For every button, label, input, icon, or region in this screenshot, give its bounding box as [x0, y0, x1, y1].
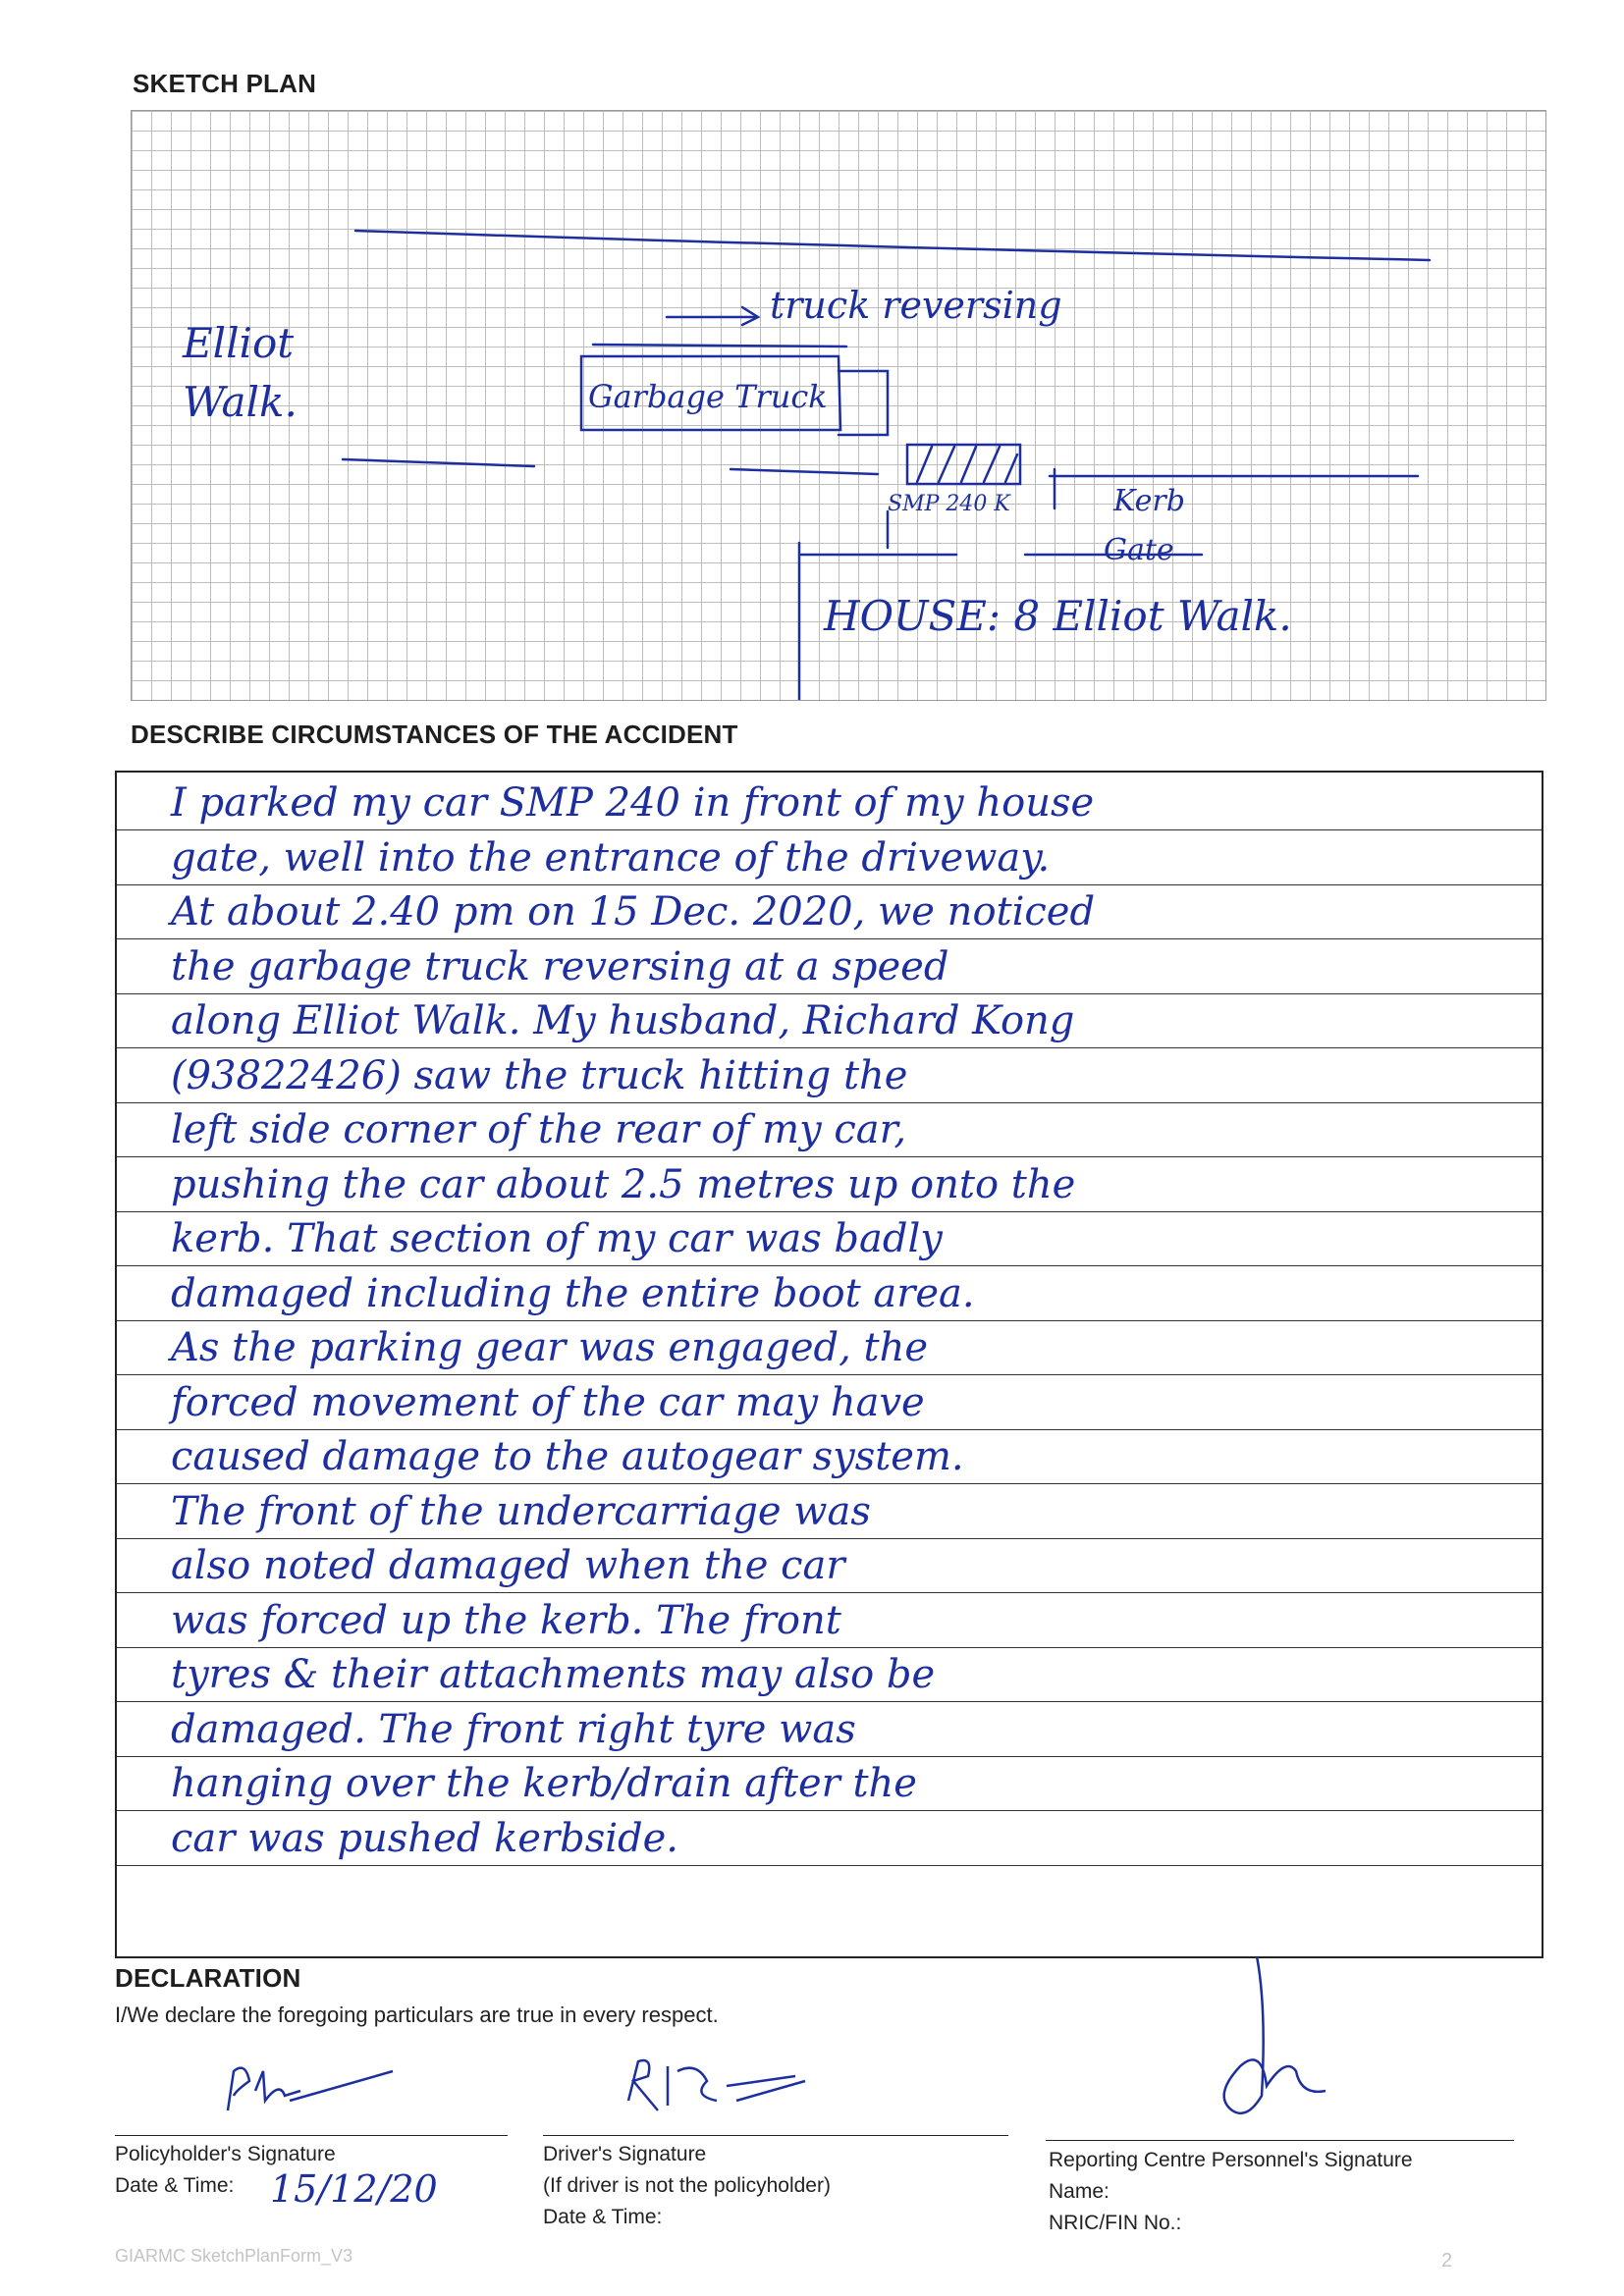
ruled-line	[117, 1483, 1542, 1484]
ruled-line	[117, 1265, 1542, 1266]
ruled-line	[117, 1374, 1542, 1375]
ruled-line	[117, 1047, 1542, 1048]
driver-signature	[599, 2042, 825, 2130]
handwritten-line: At about 2.40 pm on 15 Dec. 2020, we noticed	[171, 889, 1096, 934]
ruled-line	[117, 1647, 1542, 1648]
policyholder-signature-line	[115, 2135, 508, 2136]
handwritten-line: damaged. The front right tyre was	[171, 1706, 856, 1752]
ruled-line	[117, 1810, 1542, 1811]
handwritten-line: the garbage truck reversing at a speed	[171, 943, 949, 989]
handwritten-line: kerb. That section of my car was badly	[171, 1216, 943, 1261]
ruled-line	[117, 938, 1542, 939]
declaration-text: I/We declare the foregoing particulars are true in every respect.	[115, 2002, 719, 2027]
reporting-nric-label: NRIC/FIN No.:	[1049, 2212, 1182, 2234]
driver-signature-label: Driver's Signature	[543, 2143, 707, 2165]
handwritten-line: forced movement of the car may have	[171, 1379, 925, 1425]
handwritten-line: damaged including the entire boot area.	[171, 1270, 975, 1316]
reporting-name-label: Name:	[1049, 2180, 1110, 2203]
policyholder-signature	[206, 2042, 403, 2130]
handwritten-line: also noted damaged when the car	[171, 1543, 845, 1588]
sketch-label-gate: Gate	[1104, 533, 1174, 567]
ruled-line	[117, 1102, 1542, 1103]
sketch-plan-heading: SKETCH PLAN	[133, 69, 317, 98]
sketch-label-elliot: Elliot	[183, 319, 295, 367]
handwritten-line: tyres & their attachments may also be	[171, 1652, 936, 1697]
ruled-line	[117, 993, 1542, 994]
driver-signature-line	[543, 2135, 1008, 2136]
ruled-line	[117, 1592, 1542, 1593]
reporting-signature-label: Reporting Centre Personnel's Signature	[1049, 2149, 1413, 2171]
ruled-line	[117, 1538, 1542, 1539]
handwritten-line: along Elliot Walk. My husband, Richard Kong	[171, 998, 1075, 1043]
circumstances-heading: DESCRIBE CIRCUMSTANCES OF THE ACCIDENT	[131, 720, 738, 749]
sketch-label-plate: SMP 240 K	[888, 492, 1010, 516]
handwritten-line: caused damage to the autogear system.	[171, 1434, 964, 1479]
handwritten-line: The front of the undercarriage was	[171, 1488, 871, 1534]
handwritten-line: car was pushed kerbside.	[171, 1815, 679, 1861]
sketch-label-walk: Walk.	[183, 378, 298, 426]
form-id: GIARMC SketchPlanForm_V3	[115, 2246, 353, 2266]
sketch-label-house: HOUSE: 8 Elliot Walk.	[824, 592, 1292, 640]
policyholder-date-value: 15/12/20	[270, 2167, 438, 2211]
handwritten-line: gate, well into the entrance of the driveway.	[171, 834, 1051, 881]
sketch-grid	[131, 110, 1546, 701]
driver-signature-note: (If driver is not the policyholder)	[543, 2174, 831, 2197]
handwritten-line: left side corner of the rear of my car,	[171, 1107, 907, 1152]
handwritten-line: was forced up the kerb. The front	[171, 1597, 841, 1643]
handwritten-line: hanging over the kerb/drain after the	[171, 1761, 917, 1806]
road-edge-bottom-left	[343, 459, 534, 466]
ruled-line	[117, 1429, 1542, 1430]
reporting-signature-line	[1046, 2140, 1514, 2141]
reporting-signature	[1193, 1949, 1370, 2145]
truck-cab	[839, 371, 888, 435]
page-number: 2	[1441, 2250, 1453, 2271]
handwritten-line: I parked my car SMP 240 in front of my house	[171, 780, 1095, 826]
policyholder-signature-label: Policyholder's Signature	[115, 2143, 336, 2165]
sketch-label-garbage-truck: Garbage Truck	[588, 378, 828, 415]
driver-date-label: Date & Time:	[543, 2206, 663, 2228]
ruled-line	[117, 884, 1542, 885]
declaration-heading: DECLARATION	[115, 1963, 301, 1993]
handwritten-line: As the parking gear was engaged, the	[171, 1325, 929, 1370]
road-edge-top	[355, 231, 1430, 260]
handwritten-line: pushing the car about 2.5 metres up onto the	[171, 1161, 1076, 1207]
ruled-line	[117, 1701, 1542, 1702]
ruled-line	[117, 1320, 1542, 1321]
ruled-line	[117, 1756, 1542, 1757]
ruled-line	[117, 1156, 1542, 1157]
sketch-label-kerb: Kerb	[1113, 484, 1185, 518]
ruled-line	[117, 1865, 1542, 1866]
circumstances-box	[115, 771, 1543, 1958]
sketch-label-truck-reversing: truck reversing	[770, 284, 1062, 327]
ruled-line	[117, 1211, 1542, 1212]
ruled-line	[117, 829, 1542, 830]
handwritten-line: (93822426) saw the truck hitting the	[171, 1052, 908, 1098]
policyholder-date-label: Date & Time:	[115, 2174, 235, 2197]
